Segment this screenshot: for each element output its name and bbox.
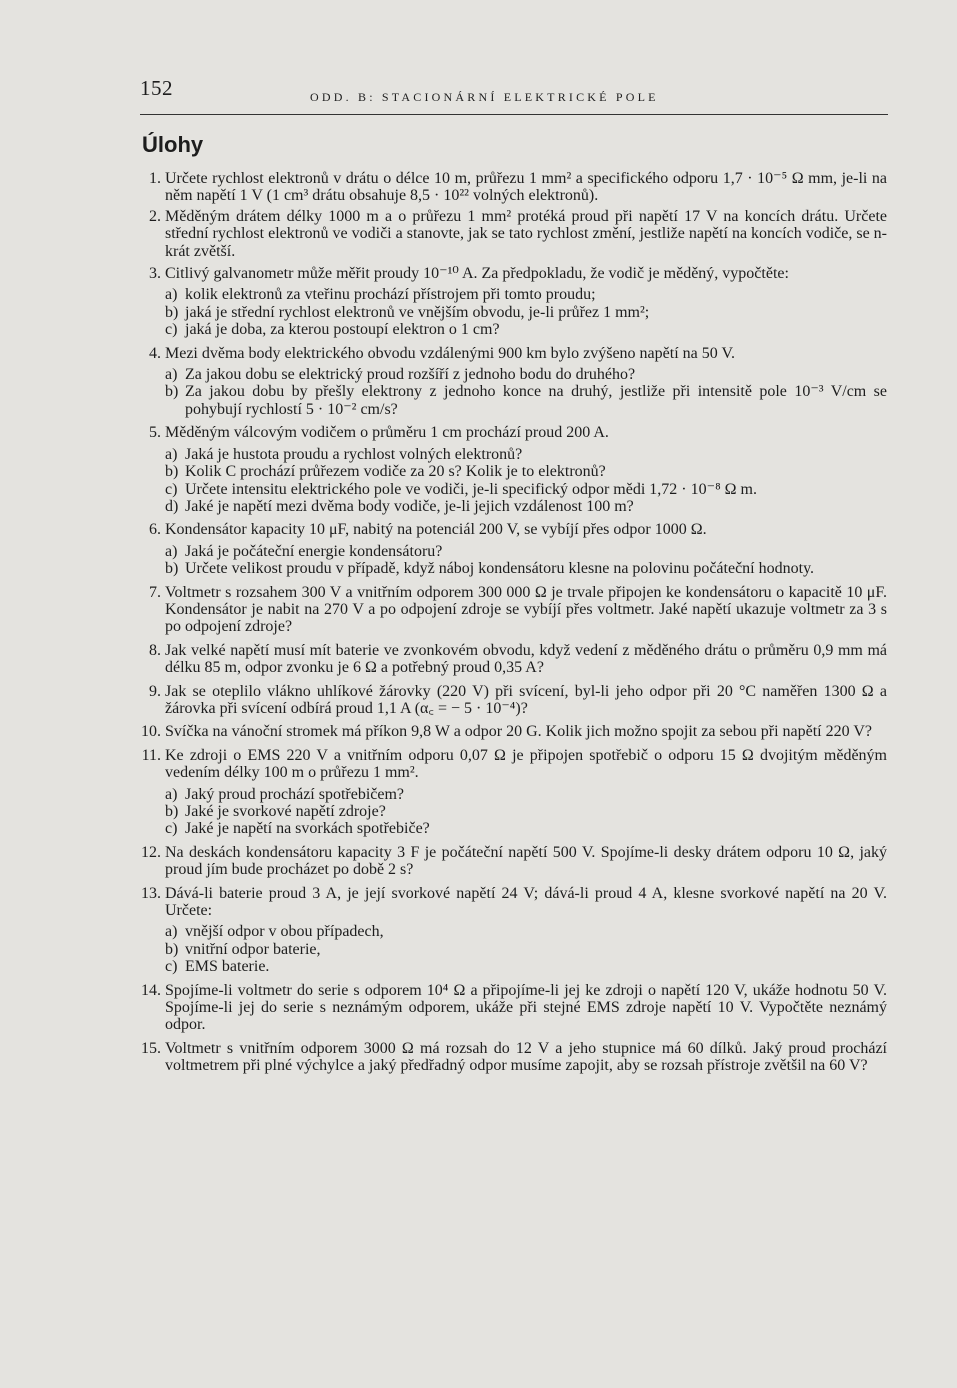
subitem-text: vnitřní odpor baterie, — [185, 940, 321, 958]
subitem-text: Kolik C prochází průřezem vodiče za 20 s? Kolik je to elektronů? — [185, 463, 606, 481]
subitem-list — [165, 446, 887, 516]
subitem-text: Jaký proud prochází spotřebičem? — [185, 785, 405, 803]
problem-2 — [135, 208, 887, 260]
subitem-letter: c) — [165, 958, 178, 976]
subitem — [165, 383, 887, 418]
problem-text: Mezi dvěma body elektrického obvodu vzdálenými 900 km bylo zvýšeno napětí na 50 V. — [165, 344, 735, 362]
subitem-letter: d) — [165, 497, 179, 515]
subitem — [165, 481, 887, 498]
problem-13 — [135, 885, 887, 976]
problem-number: 7. — [149, 583, 161, 601]
subitem-list — [165, 786, 887, 838]
subitem — [165, 941, 887, 958]
problem-text: Na deskách kondensátoru kapacity 3 F je počáteční napětí 500 V. Spojíme-li desky drátem odporu 10 Ω, jaký proud jím bude procházet po době 2 s? — [165, 843, 887, 879]
section-title: Úlohy — [142, 132, 204, 157]
problem-15 — [135, 1040, 887, 1075]
problem-number: 3. — [149, 265, 161, 283]
problem-text: Spojíme-li voltmetr do serie s odporem 10⁴ Ω a připojíme-li jej ke zdroji o napětí 120 V, ukáže hodnotu 50 V. Spojíme-li jej do serie s neznámým odporem, ukáže při stejné EMS zdroje napětí 10 V. Vypočtěte neznámý odpor. — [165, 981, 887, 1034]
problem-text: Jak velké napětí musí mít baterie ve zvonkovém obvodu, když vedení z měděného drátu o průměru 0,9 mm má délku 85 m, odpor zvonku je 6 Ω a potřebný proud 0,35 A? — [165, 641, 887, 677]
subitem — [165, 463, 887, 480]
problem-number: 11. — [141, 746, 161, 764]
subitem — [165, 543, 887, 560]
subitem-letter: a) — [165, 445, 178, 463]
subitem-text: vnější odpor v obou případech, — [185, 923, 384, 941]
subitem-letter: c) — [165, 820, 178, 838]
subitem-letter: b) — [165, 383, 179, 401]
problem-5 — [135, 424, 887, 515]
subitem — [165, 560, 887, 577]
header-rule — [140, 114, 888, 115]
problem-number: 9. — [149, 682, 161, 700]
subitem — [165, 923, 887, 940]
subitem-letter: a) — [165, 286, 178, 304]
problem-number: 14. — [141, 981, 161, 999]
subitem-letter: c) — [165, 480, 178, 498]
subitem-text: jaká je doba, za kterou postoupí elektron o 1 cm? — [185, 321, 500, 339]
problem-text: Dává-li baterie proud 3 A, je její svorkové napětí 24 V; dává-li proud 4 A, klesne svorkové napětí na 20 V. Určete: — [165, 884, 887, 920]
subitem-letter: a) — [165, 366, 178, 384]
problem-4 — [135, 345, 887, 419]
problem-number: 5. — [149, 424, 161, 442]
problem-text: Kondensátor kapacity 10 μF, nabitý na potenciál 200 V, se vybíjí přes odpor 1000 Ω. — [165, 521, 707, 539]
problem-1 — [135, 170, 887, 205]
subitem-text: Za jakou dobu se elektrický proud rozšíří z jednoho bodu do druhého? — [185, 366, 636, 384]
problem-number: 4. — [149, 344, 161, 362]
subitem-text: EMS baterie. — [185, 958, 270, 976]
problem-number: 8. — [149, 641, 161, 659]
problem-7 — [135, 584, 887, 636]
subitem-letter: b) — [165, 940, 179, 958]
subitem-text: Jaká je počáteční energie kondensátoru? — [185, 542, 443, 560]
problem-11 — [135, 747, 887, 838]
subitem — [165, 446, 887, 463]
problem-text: Určete rychlost elektronů v drátu o délce 10 m, průřezu 1 mm² a specifického odporu 1,7 · 10⁻⁵ Ω mm, je-li na něm napětí 1 V (1 cm³ drátu obsahuje 8,5 · 10²² volných elektronů). — [165, 170, 887, 205]
subitem-letter: a) — [165, 785, 178, 803]
subitem-text: Určete velikost proudu v případě, když náboj kondensátoru klesne na polovinu počáteční hodnoty. — [185, 560, 815, 578]
subitem — [165, 304, 887, 321]
subitem-text: Jaká je hustota proudu a rychlost volných elektronů? — [185, 445, 523, 463]
problem-10 — [135, 723, 887, 740]
subitem-letter: b) — [165, 463, 179, 481]
subitem-text: Jaké je napětí na svorkách spotřebiče? — [185, 820, 430, 838]
subitem — [165, 321, 887, 338]
subitem-list — [165, 286, 887, 338]
problem-text: Svíčka na vánoční stromek má příkon 9,8 W a odpor 20 G. Kolik jich možno spojit za sebou při napětí 220 V? — [165, 723, 872, 741]
subitem — [165, 498, 887, 515]
problem-text: Voltmetr s rozsahem 300 V a vnitřním odporem 300 000 Ω je trvale připojen ke kondensátoru o kapacitě 10 μF. Kondensátor je nabit na 270 V a po odpojení zdroje se vybíjí přes voltmetr. Jaké napětí ukazuje voltmetr za 3 s po odpojení zdroje? — [165, 583, 887, 636]
subitem — [165, 820, 887, 837]
subitem-text: Jaké je napětí mezi dvěma body vodiče, je-li jejich vzdálenost 100 m? — [185, 497, 634, 515]
subitem-letter: b) — [165, 803, 179, 820]
page-number: 152 — [140, 76, 173, 100]
subitem-letter: a) — [165, 542, 178, 560]
subitem — [165, 803, 887, 820]
subitem — [165, 786, 887, 803]
problem-number: 6. — [149, 521, 161, 539]
problem-9 — [135, 683, 887, 718]
subitem-letter: b) — [165, 303, 179, 321]
running-head: ODD. B: STACIONÁRNÍ ELEKTRICKÉ POLE — [310, 90, 659, 104]
subitem-letter: a) — [165, 923, 178, 941]
subitem — [165, 286, 887, 303]
problem-8 — [135, 642, 887, 677]
problem-text: Ke zdroji o EMS 220 V a vnitřním odporu 0,07 Ω je připojen spotřebič o odporu 15 Ω dvojitým měděným vedením délky 100 m o průřezu 1 mm². — [165, 746, 887, 782]
subitem-letter: c) — [165, 321, 178, 339]
problem-number: 13. — [141, 884, 161, 902]
subitem-text: Jaké je svorkové napětí zdroje? — [185, 803, 386, 820]
subitem-list — [165, 366, 887, 418]
problem-text: Jak se oteplilo vlákno uhlíkové žárovky (220 V) při svícení, byl-li jeho odpor při 20 °C naměřen 1300 Ω a žárovka při svícení odbírá proud 1,1 A (α꜀ = − 5 · 10⁻⁴)? — [165, 682, 887, 717]
problem-text: Voltmetr s vnitřním odporem 3000 Ω má rozsah do 12 V a jeho stupnice má 60 dílků. Jaký proud prochází voltmetrem při plné výchylce a jaký předřadný odpor musíme zapojit, aby se rozsah přístroje zvětšil na 60 V? — [165, 1039, 887, 1075]
problem-text: Měděným drátem délky 1000 m a o průřezu 1 mm² protéká proud při napětí 17 V na koncích drátu. Určete střední rychlost elektronů ve vodiči a stanovte, jak se tato rychlost změní, jestliže napětí na koncích vodiče, se n-krát zvětší. — [165, 207, 887, 260]
problem-14 — [135, 982, 887, 1034]
problem-number: 1. — [149, 170, 161, 187]
problem-text: Měděným válcovým vodičem o průměru 1 cm prochází proud 200 A. — [165, 424, 609, 442]
subitem-list — [165, 923, 887, 975]
subitem-text: Určete intensitu elektrického pole ve vodiči, je-li specifický odpor mědi 1,72 · 10⁻⁸ Ω m. — [185, 480, 757, 498]
problem-number: 10. — [141, 723, 161, 741]
subitem — [165, 366, 887, 383]
subitem-letter: b) — [165, 560, 179, 578]
subitem-text: jaká je střední rychlost elektronů ve vnějším obvodu, je-li průřez 1 mm²; — [185, 303, 650, 321]
problem-6 — [135, 521, 887, 577]
problem-12 — [135, 844, 887, 879]
subitem-text: Za jakou dobu by přešly elektrony z jednoho konce na druhý, jestliže při intensitě pole 10⁻³ V/cm se pohybují rychlostí 5 · 10⁻² cm/s? — [185, 383, 887, 418]
problem-3 — [135, 265, 887, 339]
problem-number: 15. — [141, 1039, 161, 1057]
problem-text: Citlivý galvanometr může měřit proudy 10⁻¹⁰ A. Za předpokladu, že vodič je měděný, vypočtěte: — [165, 265, 789, 283]
problem-list — [135, 170, 887, 1081]
problem-number: 12. — [141, 843, 161, 861]
subitem — [165, 958, 887, 975]
subitem-list — [165, 543, 887, 578]
problem-number: 2. — [149, 207, 161, 225]
subitem-text: kolik elektronů za vteřinu prochází přístrojem při tomto proudu; — [185, 286, 596, 304]
